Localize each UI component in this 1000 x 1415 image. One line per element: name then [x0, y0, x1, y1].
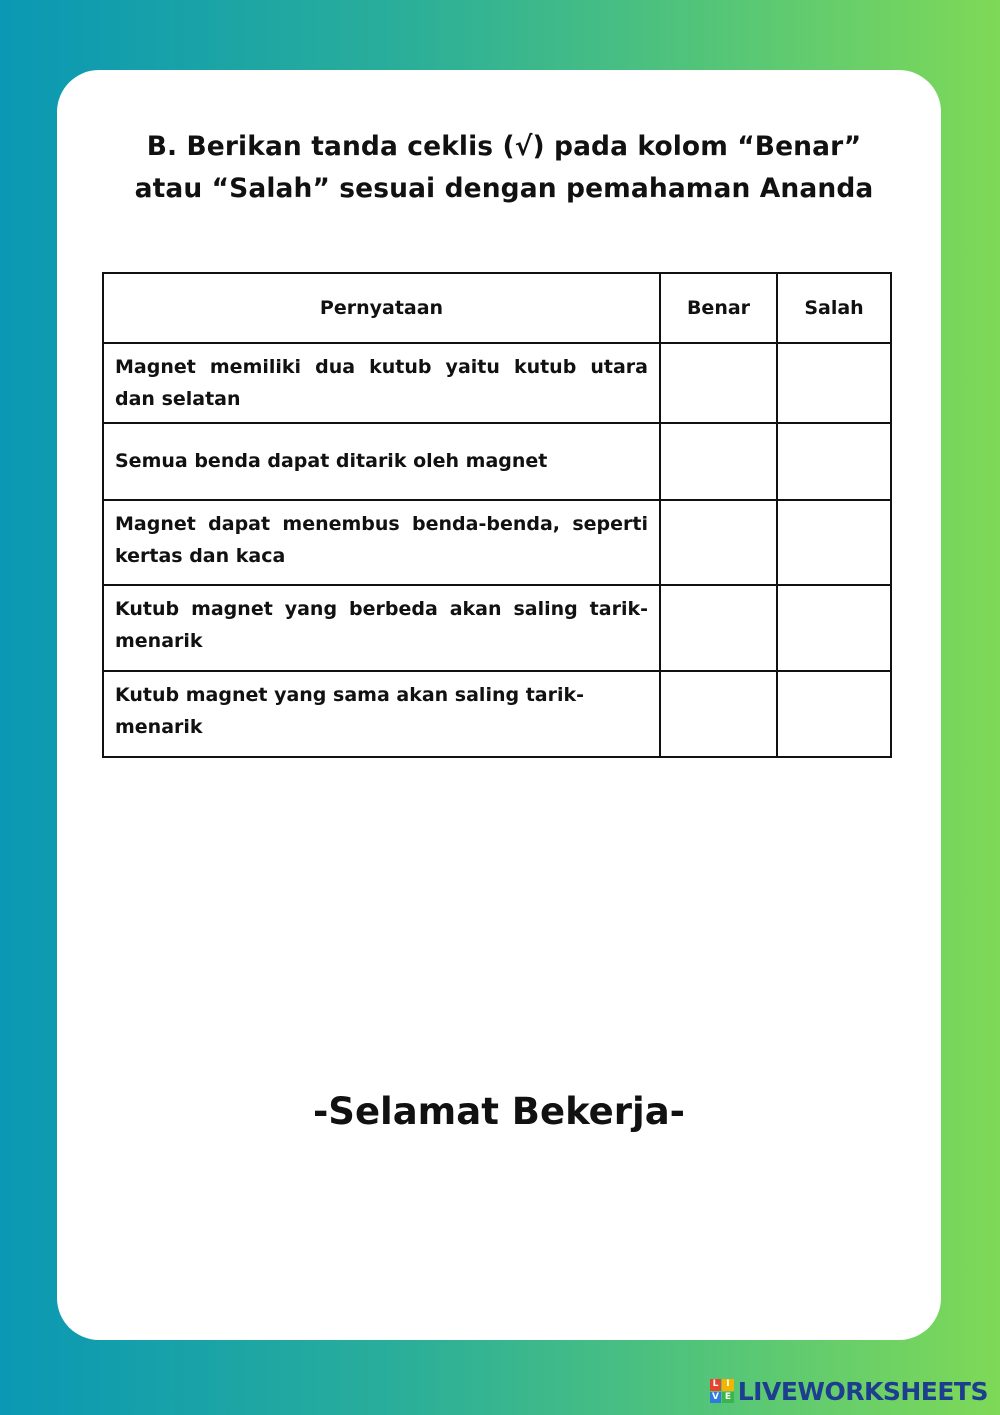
benar-checkbox-5[interactable]: [660, 671, 777, 757]
liveworksheets-logo-icon: [710, 1379, 734, 1403]
header-false: Salah: [777, 273, 891, 343]
benar-checkbox-3[interactable]: [660, 500, 777, 585]
table-row: [103, 585, 891, 671]
salah-checkbox-3[interactable]: [777, 500, 891, 585]
statement-cell: Semua benda dapat ditarik oleh magnet: [103, 423, 660, 500]
logo-letter: I: [722, 1379, 734, 1391]
salah-checkbox-2[interactable]: [777, 423, 891, 500]
true-false-table: [102, 272, 892, 758]
statement-cell: Magnet dapat menembus benda-benda, seperti kertas dan kaca: [103, 500, 660, 585]
instruction-line-2: atau “Salah” sesuai dengan pemahaman Ananda: [134, 173, 874, 204]
worksheet-card: [57, 70, 941, 1340]
salah-checkbox-4[interactable]: [777, 585, 891, 671]
benar-checkbox-1[interactable]: [660, 343, 777, 423]
header-statement: Pernyataan: [103, 273, 660, 343]
instruction-line-1: B. Berikan tanda ceklis (√) pada kolom “Benar”: [146, 131, 862, 162]
header-true: Benar: [660, 273, 777, 343]
benar-checkbox-2[interactable]: [660, 423, 777, 500]
statement-cell: Kutub magnet yang sama akan saling tarik-menarik: [103, 671, 660, 757]
table-row: [103, 343, 891, 423]
statement-cell: Magnet memiliki dua kutub yaitu kutub utara dan selatan: [103, 343, 660, 423]
table-header-row: [103, 273, 891, 343]
salah-checkbox-5[interactable]: [777, 671, 891, 757]
benar-checkbox-4[interactable]: [660, 585, 777, 671]
salah-checkbox-1[interactable]: [777, 343, 891, 423]
table-row: [103, 500, 891, 585]
logo-letter: E: [722, 1392, 734, 1404]
table-row: [103, 671, 891, 757]
liveworksheets-brand: [710, 1374, 988, 1408]
closing-message: -Selamat Bekerja-: [312, 1090, 686, 1133]
table-row: [103, 423, 891, 500]
statement-cell: Kutub magnet yang berbeda akan saling tarik-menarik: [103, 585, 660, 671]
brand-name: LIVEWORKSHEETS: [737, 1376, 988, 1406]
logo-letter: V: [710, 1392, 722, 1404]
logo-letter: L: [710, 1379, 722, 1391]
instruction-text: [117, 126, 891, 210]
